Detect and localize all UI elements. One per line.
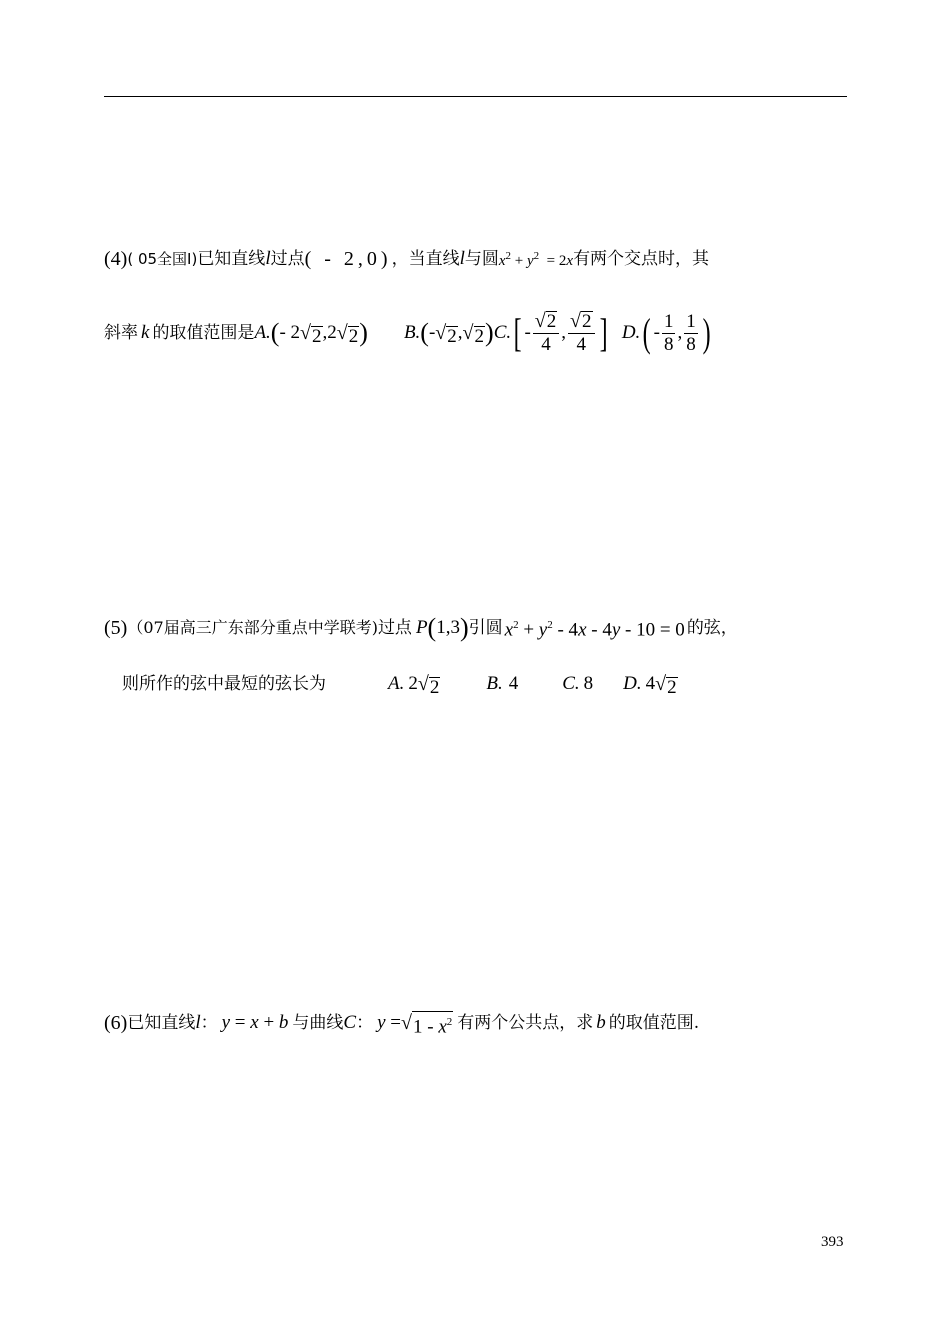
q4-a-comma: ,2: [322, 322, 337, 343]
q5-source: （07届高三广东部分重点中学联考): [127, 617, 378, 637]
q5-line2: [122, 670, 678, 698]
q6-var-b: b: [596, 1012, 606, 1033]
q4-text-5: 有两个交点时，其: [573, 248, 710, 269]
q4-d-open-paren: (: [642, 310, 651, 355]
q4-b-sqrt1: √ 2: [435, 322, 457, 347]
q4-c-frac1: √ 2 4: [533, 310, 559, 356]
q4-b-close-paren: ): [485, 318, 494, 347]
q4-point: ( - 2,0): [304, 247, 392, 270]
q4-d-close-paren: ): [702, 310, 711, 355]
q4-b-neg: -: [428, 322, 436, 343]
q4-option-d-label: D.: [621, 322, 641, 343]
q4-text-2: 过点: [270, 248, 305, 269]
q4-text-6: 斜率: [104, 323, 138, 343]
page-number: 393: [821, 1234, 844, 1250]
q4-var-l: l: [265, 247, 271, 269]
q5-circle-eq: $x^2 + y^2 - 4x - 4y - 10 = 0$: [504, 619, 685, 641]
q6-text-4: 的取值范围.: [608, 1013, 700, 1033]
q4-text-1: 已知直线: [197, 248, 266, 269]
q4-line2: [104, 308, 713, 358]
q4-b-open-paren: (: [420, 318, 429, 347]
q5-p-open: (: [427, 612, 437, 642]
q5-text-3: 的弦，: [686, 617, 738, 638]
q4-c-comma: ,: [561, 322, 567, 343]
q4-d-frac1: $\frac{1}{8}$: [663, 310, 674, 355]
q5-text-1: 过点: [377, 617, 412, 638]
q5-option-a-label: A.: [388, 673, 405, 694]
q4-a-close-paren: ): [359, 318, 368, 347]
q4-var-k: k: [141, 322, 150, 343]
q4-a-sqrt1: √ 2: [300, 322, 322, 347]
q4-a-open-paren: (: [270, 318, 280, 347]
header-rule: [104, 96, 847, 97]
q5-a-sqrt: √ 2: [417, 673, 440, 698]
q6-line-eq: y = x + b: [221, 1012, 289, 1033]
q4-number: (4): [104, 247, 128, 270]
q4-a-neg: - 2: [279, 322, 301, 343]
q6-var-c: C: [343, 1012, 357, 1033]
q5-option-b-label: B.: [486, 673, 503, 694]
q4-option-b-label: B.: [403, 322, 421, 343]
q4-line1: [104, 242, 709, 275]
q5-text-4: 则所作的弦中最短的弦长为: [122, 674, 326, 694]
q5-number: (5): [104, 616, 128, 639]
q6-number: (6): [104, 1012, 128, 1034]
q6-var-l: l: [195, 1012, 201, 1033]
q5-d-coef: 4: [645, 673, 656, 694]
q6-text-2: 与曲线: [292, 1013, 344, 1033]
q4-c-open-bracket: [: [513, 310, 522, 355]
q4-d-frac2: $\frac{1}{8}$: [686, 310, 696, 355]
q6-curve-eq: y = √ $1 - x^2$: [377, 1012, 453, 1037]
q5-a-coef: 2: [408, 673, 418, 694]
q4-option-c-label: C.: [493, 322, 512, 343]
q4-c-frac2: √ 2 4: [568, 310, 594, 356]
q4-c-neg: -: [524, 322, 531, 343]
q4-a-sqrt2: √ 2: [336, 322, 359, 347]
q5-b-value: 4: [508, 673, 519, 694]
q5-var-p: P: [415, 616, 428, 638]
q5-c-value: 8: [583, 673, 594, 694]
q6-text-3: 有两个公共点，求: [457, 1013, 594, 1033]
q4-d-comma: ,: [677, 322, 683, 343]
q6-colon2: ：: [356, 1013, 374, 1033]
q6-line1: [104, 1009, 699, 1037]
q6-text-1: 已知直线: [127, 1013, 196, 1033]
q5-d-sqrt: √ 2: [655, 673, 677, 698]
q5-option-c-label: C.: [562, 673, 580, 694]
q5-p-coords: 1,3: [436, 616, 460, 638]
q5-line1: [104, 611, 738, 644]
q4-circle-eq: $x^2 + y^2 = 2x$: [498, 250, 574, 269]
q5-p-close: ): [459, 612, 469, 642]
q4-b-sqrt2: √ 2: [462, 322, 485, 347]
q4-d-neg: -: [653, 322, 660, 343]
q4-text-7: 的取值范围是: [152, 323, 255, 343]
q4-option-a-label: A.: [254, 322, 271, 343]
q4-text-3: ，当直线: [391, 248, 460, 269]
q6-colon: ：: [200, 1013, 218, 1033]
q4-b-comma: ,: [457, 322, 463, 343]
q4-c-close-bracket: ]: [599, 310, 608, 355]
q5-text-2: 引圆: [468, 617, 503, 638]
q4-source: ( 05全国Ⅰ): [127, 249, 198, 268]
q5-option-d-label: D.: [623, 673, 642, 694]
q4-text-4: 与圆: [464, 248, 499, 269]
q4-var-l2: l: [459, 247, 465, 269]
